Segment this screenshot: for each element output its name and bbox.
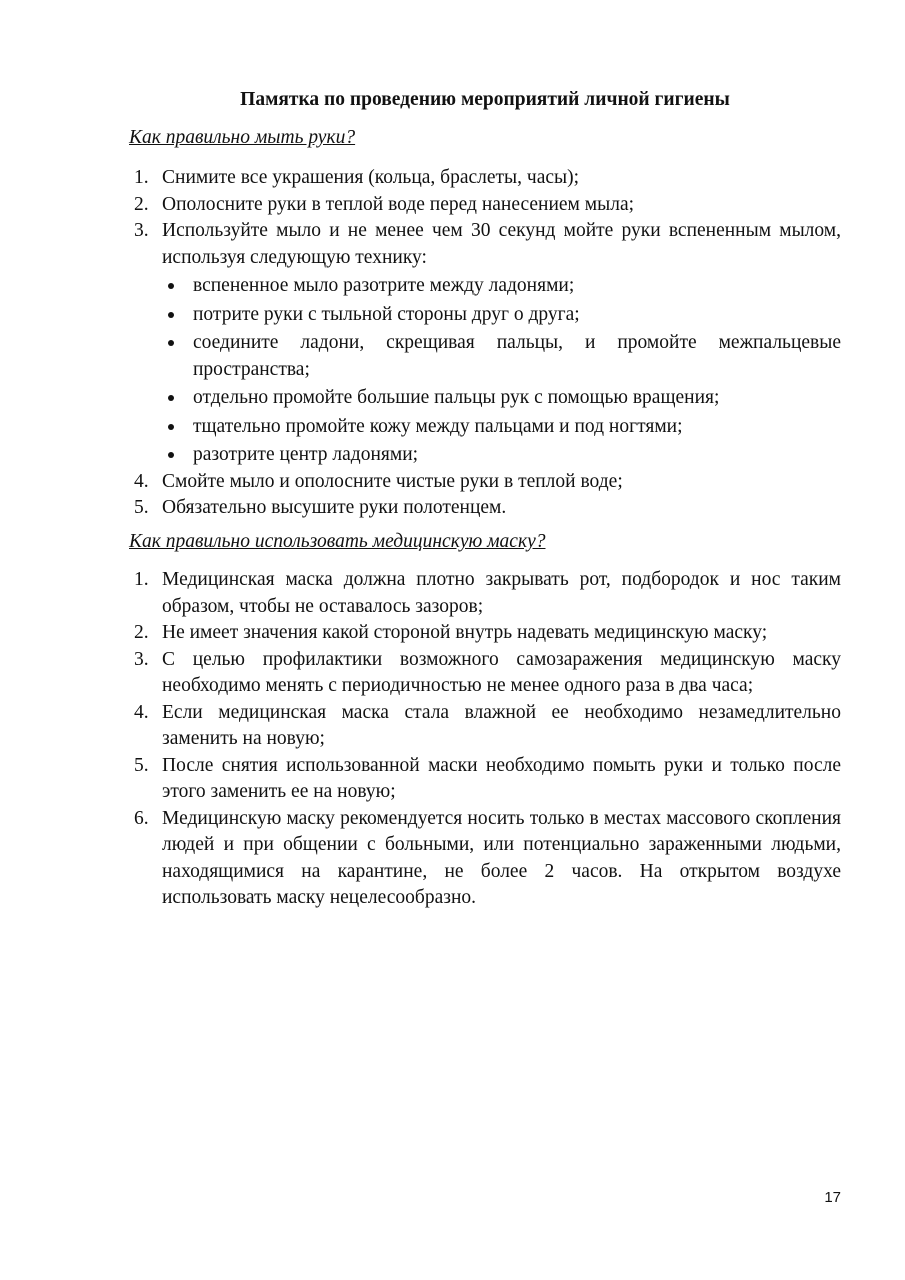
list-item (129, 495, 841, 522)
item-text: Не имеет значения какой стороной внутрь надевать медицинскую маску; (162, 622, 768, 643)
item-text: Используйте мыло и не менее чем 30 секунд мойте руки вспененным мылом, используя следующую технику: (162, 220, 841, 268)
item-text: Медицинская маска должна плотно закрывать рот, подбородок и нос таким образом, чтобы не оставалось зазоров; (162, 569, 841, 617)
mask-list (129, 567, 841, 912)
section-heading-handwashing: Как правильно мыть руки? (129, 127, 356, 148)
sublist-item (162, 273, 841, 300)
item-number: 4. (134, 701, 149, 723)
list-item (129, 620, 841, 647)
subitem-text: потрите руки с тыльной стороны друг о друга; (193, 303, 580, 325)
bullet-icon (168, 283, 174, 289)
subitem-text: соедините ладони, скрещивая пальцы, и промойте межпальцевые пространства; (193, 332, 841, 380)
item-number: 6. (134, 807, 149, 829)
list-item (129, 753, 841, 806)
handwashing-list (129, 165, 841, 522)
item-text: Медицинскую маску рекомендуется носить только в местах массового скопления людей и при общении с больными, или потенциально зараженными людьми, находящимися на карантине, не более 2 часов. На открытом воздухе использовать маску нецелесообразно. (162, 807, 841, 908)
item-number: 2. (134, 622, 149, 643)
list-item (129, 806, 841, 912)
subitem-text: разотрите центр ладонями; (193, 444, 419, 465)
sublist-item (162, 442, 841, 469)
item-number: 1. (134, 167, 149, 188)
item-text: Снимите все украшения (кольца, браслеты, часы); (162, 167, 580, 188)
item-number: 1. (134, 569, 149, 590)
item-number: 5. (134, 497, 149, 518)
subitem-text: вспененное мыло разотрите между ладонями; (193, 275, 575, 296)
list-item (129, 218, 841, 469)
technique-sublist (162, 273, 841, 469)
item-number: 5. (134, 754, 149, 776)
item-number: 4. (134, 470, 149, 492)
list-item (129, 165, 841, 192)
item-text: С целью профилактики возможного самозаражения медицинскую маску необходимо менять с периодичностью не менее одного раза в два часа; (162, 648, 841, 696)
bullet-icon (168, 452, 174, 458)
subitem-text: тщательно промойте кожу между пальцами и под ногтями; (193, 415, 683, 437)
bullet-icon (168, 424, 174, 430)
list-item (129, 192, 841, 219)
bullet-icon (168, 312, 174, 318)
list-item (129, 469, 841, 496)
sublist-item (162, 385, 841, 412)
item-text: После снятия использованной маски необходимо помыть руки и только после этого заменить ее на новую; (162, 754, 841, 802)
list-item (129, 567, 841, 620)
item-text: Обязательно высушите руки полотенцем. (162, 497, 507, 518)
sublist-item (162, 414, 841, 441)
item-text: Если медицинская маска стала влажной ее необходимо незамедлительно заменить на новую; (162, 701, 841, 749)
list-item (129, 700, 841, 753)
sublist-item (162, 302, 841, 329)
section-heading-mask: Как правильно использовать медицинскую маску? (129, 531, 546, 552)
page-title: Памятка по проведению мероприятий личной гигиены (240, 89, 730, 110)
sublist-item (162, 330, 841, 383)
bullet-icon (168, 340, 174, 346)
list-item (129, 647, 841, 700)
item-number: 3. (134, 220, 149, 241)
item-number: 3. (134, 648, 149, 670)
item-number: 2. (134, 193, 149, 215)
item-text: Ополосните руки в теплой воде перед нанесением мыла; (162, 193, 635, 215)
subitem-text: отдельно промойте большие пальцы рук с помощью вращения; (193, 387, 720, 408)
bullet-icon (168, 395, 174, 401)
item-text: Смойте мыло и ополосните чистые руки в теплой воде; (162, 470, 623, 492)
page-number: 17 (824, 1189, 841, 1206)
